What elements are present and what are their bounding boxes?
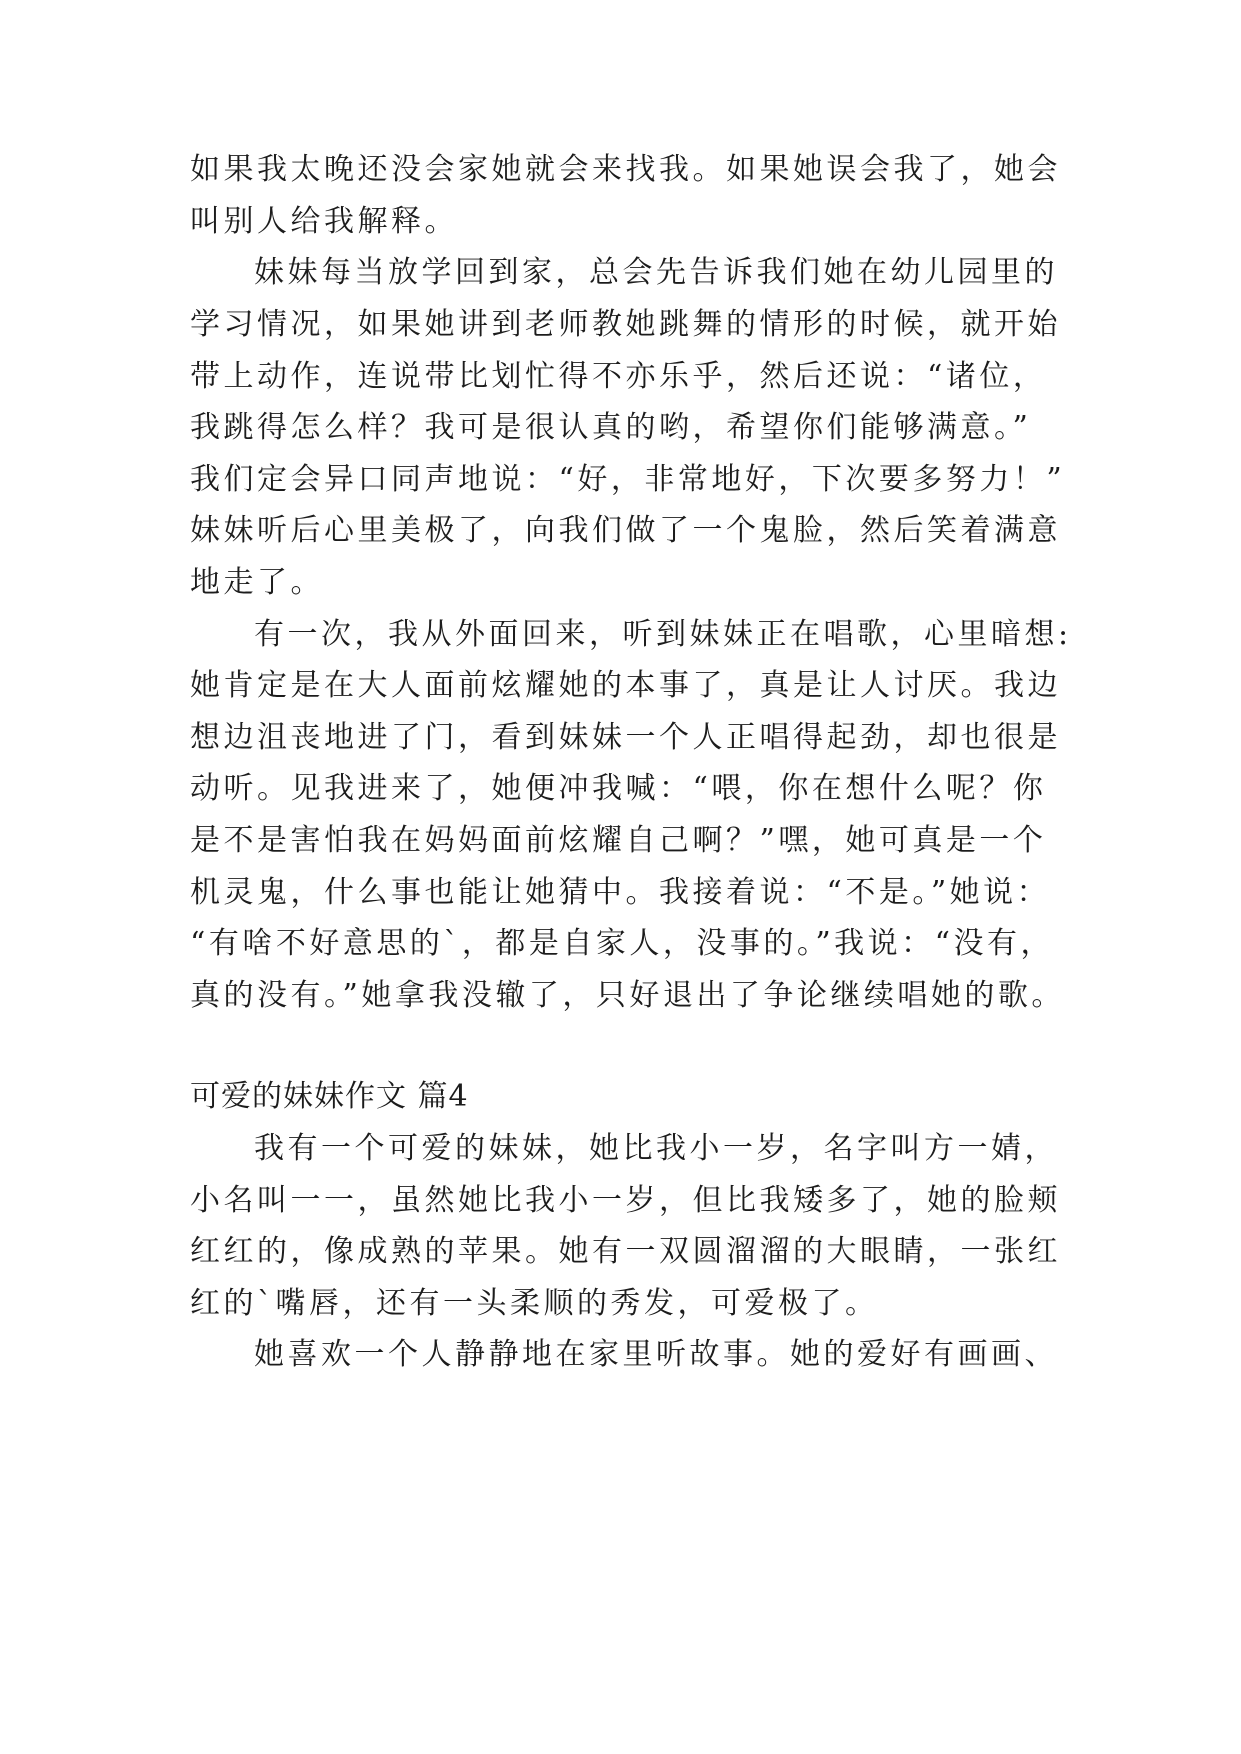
text-line: 红红的，像成熟的苹果。她有一双圆溜溜的大眼睛，一张红 [190,1234,1061,1269]
paragraph-first-line: 有一次，我从外面回来，听到妹妹正在唱歌，心里暗想: [254,617,1072,652]
text-line: “有啥不好意思的`，都是自家人，没事的。”我说：“没有， [190,926,1055,961]
text-line: 地走了。 [190,565,324,600]
text-line: 我们定会异口同声地说：“好，非常地好，下次要多努力！” [190,462,1066,497]
paragraph-first-line: 妹妹每当放学回到家，总会先告诉我们她在幼儿园里的 [254,255,1058,290]
text-line: 学习情况，如果她讲到老师教她跳舞的情形的时候，就开始 [190,307,1061,342]
text-line: 动听。见我进来了，她便冲我喊：“喂，你在想什么呢？你 [190,771,1047,806]
text-line: 机灵鬼，什么事也能让她猜中。我接着说：“不是。”她说： [190,875,1051,910]
paragraph-first-line: 她喜欢一个人静静地在家里听故事。她的爱好有画画、 [254,1337,1058,1372]
text-line: 我跳得怎么样？我可是很认真的哟，希望你们能够满意。” [190,410,1032,445]
text-line: 如果我太晚还没会家她就会来找我。如果她误会我了，她会 [190,152,1061,187]
text-line: 是不是害怕我在妈妈面前炫耀自己啊？”嘿，她可真是一个 [190,823,1047,858]
text-line: 她肯定是在大人面前炫耀她的本事了，真是让人讨厌。我边 [190,668,1061,703]
text-line: 小名叫一一，虽然她比我小一岁，但比我矮多了，她的脸颊 [190,1183,1061,1218]
text-line: 妹妹听后心里美极了，向我们做了一个鬼脸，然后笑着满意 [190,513,1061,548]
section-heading: 可爱的妹妹作文 篇4 [190,1079,469,1114]
paragraph-first-line: 我有一个可爱的妹妹，她比我小一岁，名字叫方一婧， [254,1131,1058,1166]
text-line: 红的`嘴唇，还有一头柔顺的秀发，可爱极了。 [190,1286,879,1321]
text-line: 带上动作，连说带比划忙得不亦乐乎，然后还说：“诸位， [190,359,1047,394]
text-line: 真的没有。”她拿我没辙了，只好退出了争论继续唱她的歌。 [190,978,1065,1013]
text-line: 叫别人给我解释。 [190,204,458,239]
text-line: 想边沮丧地进了门，看到妹妹一个人正唱得起劲，却也很是 [190,720,1061,755]
